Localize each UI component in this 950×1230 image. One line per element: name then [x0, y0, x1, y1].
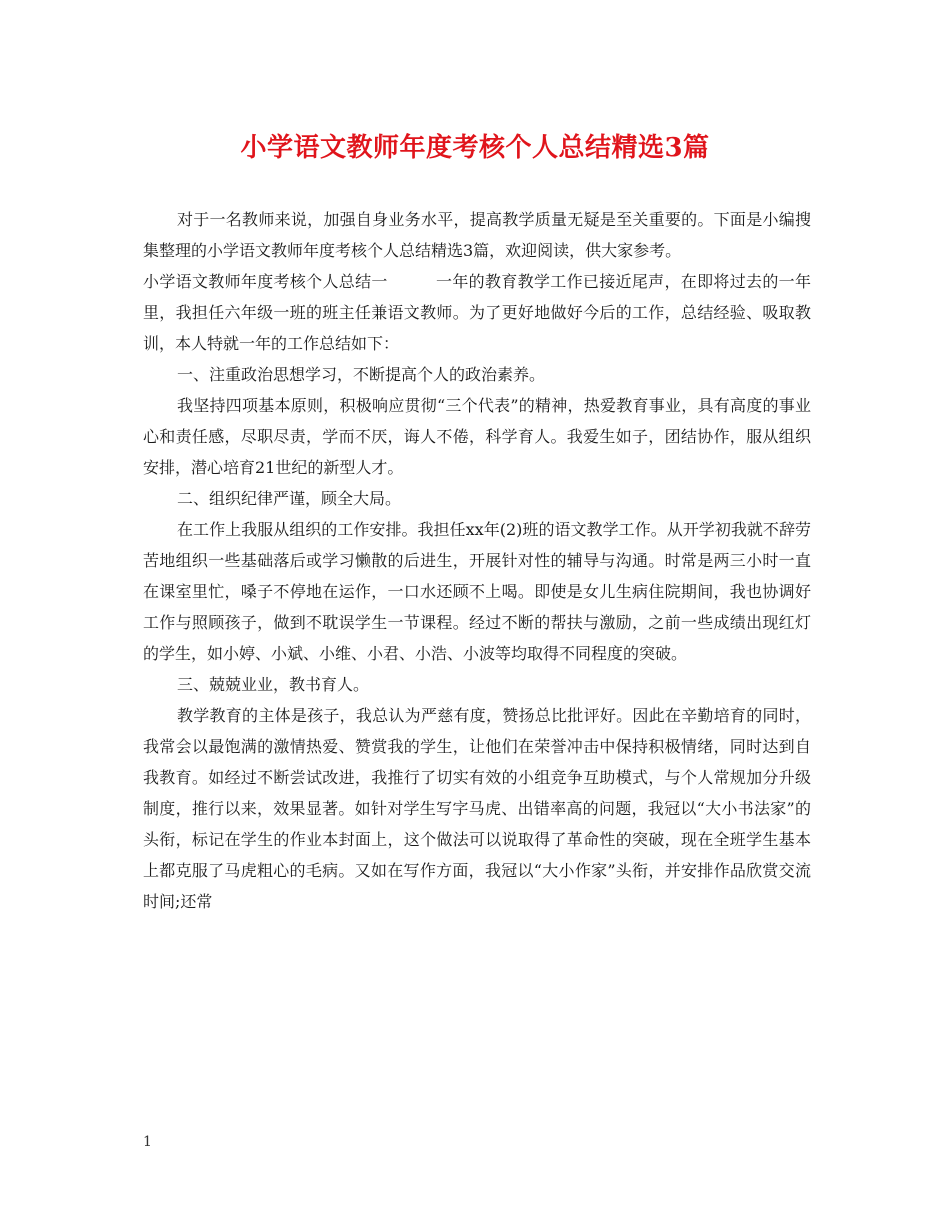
point3-heading: 三、兢兢业业，教书育人。	[177, 675, 370, 694]
point1-body: 我坚持四项基本原则，积极响应贯彻“三个代表”的精神，热爱教育事业，具有高度的事业心和责任感，尽职尽责，学而不厌，诲人不倦，科学育人。我爱生如子，团结协作，服从组织安排，潜心培育21世纪的新型人才。	[143, 396, 811, 477]
document-title: 小学语文教师年度考核个人总结精选3篇	[240, 133, 710, 163]
document-body	[143, 204, 811, 917]
section1-paragraph	[143, 266, 811, 359]
point2-heading: 二、组织纪律严谨，顾全大局。	[177, 489, 402, 508]
section1-heading: 小学语文教师年度考核个人总结一	[143, 272, 388, 291]
page-number: 1	[143, 1134, 152, 1150]
point2-body: 在工作上我服从组织的工作安排。我担任xx年(2)班的语文教学工作。从开学初我就不辞劳苦地组织一些基础落后或学习懒散的后进生，开展针对性的辅导与沟通。时常是两三小时一直在课室里忙，嗓子不停地在运作，一口水还顾不上喝。即使是女儿生病住院期间，我也协调好工作与照顾孩子，做到不耽误学生一节课程。经过不断的帮扶与激励，之前一些成绩出现红灯的学生，如小婷、小斌、小维、小君、小浩、小波等均取得不同程度的突破。	[143, 520, 811, 663]
section1-opening: 一年的教育教学工作已接近尾声，在即将过去的一年里，我担任六年级一班的班主任兼语文教师。为了更好地做好今后的工作，总结经验、吸取教训，本人特就一年的工作总结如下：	[143, 272, 811, 353]
intro-paragraph: 对于一名教师来说，加强自身业务水平，提高教学质量无疑是至关重要的。下面是小编搜集整理的小学语文教师年度考核个人总结精选3篇，欢迎阅读，供大家参考。	[143, 210, 811, 260]
point3-body: 教学教育的主体是孩子，我总认为严慈有度，赞扬总比批评好。因此在辛勤培育的同时，我常会以最饱满的激情热爱、赞赏我的学生，让他们在荣誉冲击中保持积极情绪，同时达到自我教育。如经过不断尝试改进，我推行了切实有效的小组竞争互助模式，与个人常规加分升级制度，推行以来，效果显著。如针对学生写字马虎、出错率高的问题，我冠以“大小书法家”的头衔，标记在学生的作业本封面上，这个做法可以说取得了革命性的突破，现在全班学生基本上都克服了马虎粗心的毛病。又如在写作方面，我冠以“大小作家”头衔，并安排作品欣赏交流时间;还常	[143, 706, 811, 911]
point1-heading: 一、注重政治思想学习，不断提高个人的政治素养。	[177, 365, 546, 384]
